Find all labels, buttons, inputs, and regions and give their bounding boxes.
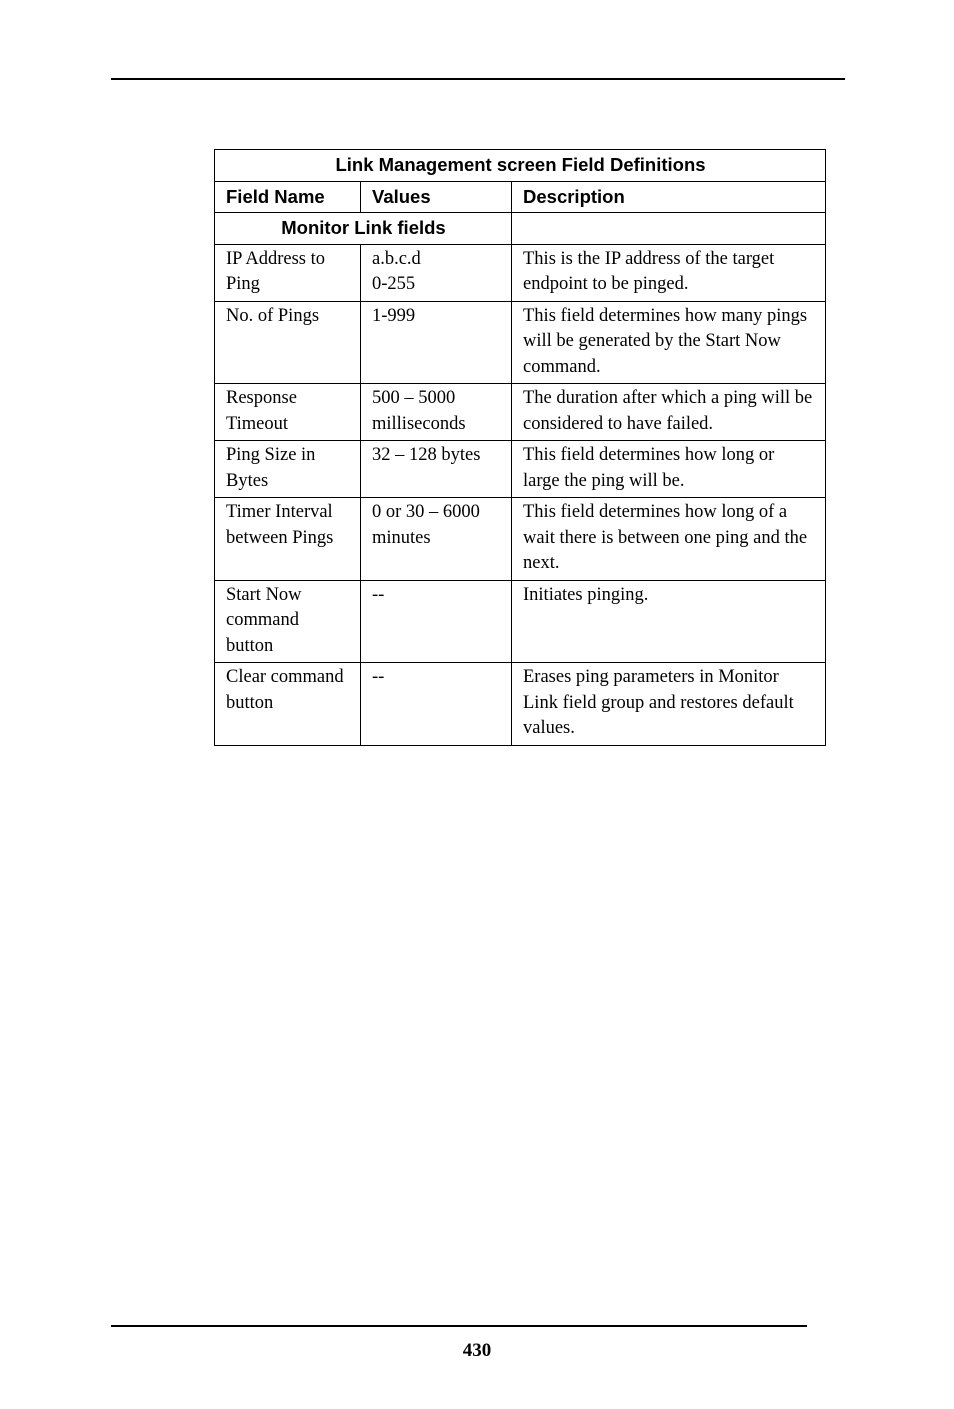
column-header-values: Values xyxy=(361,181,512,213)
description-cell: Initiates pinging. xyxy=(512,580,826,663)
table-row xyxy=(215,498,826,581)
field-name-cell: No. of Pings xyxy=(215,301,361,384)
section-heading: Monitor Link fields xyxy=(215,213,512,245)
values-cell: 500 – 5000 milliseconds xyxy=(361,384,512,441)
footer-rule xyxy=(111,1325,807,1327)
page-number: 430 xyxy=(462,1340,492,1361)
column-header-description: Description xyxy=(512,181,826,213)
values-cell: a.b.c.d 0-255 xyxy=(361,244,512,301)
table-row xyxy=(215,384,826,441)
table-header-row xyxy=(215,181,826,213)
table-title: Link Management screen Field Definitions xyxy=(215,150,826,182)
section-row xyxy=(215,213,826,245)
header-rule xyxy=(111,78,845,80)
values-cell: -- xyxy=(361,663,512,746)
section-empty-cell xyxy=(512,213,826,245)
description-cell: This is the IP address of the target endpoint to be pinged. xyxy=(512,244,826,301)
description-cell: This field determines how long of a wait there is between one ping and the next. xyxy=(512,498,826,581)
table-row xyxy=(215,663,826,746)
table-title-row xyxy=(215,150,826,182)
field-name-cell: Ping Size in Bytes xyxy=(215,441,361,498)
field-name-cell: Clear command button xyxy=(215,663,361,746)
description-cell: This field determines how long or large the ping will be. xyxy=(512,441,826,498)
values-cell: 0 or 30 – 6000 minutes xyxy=(361,498,512,581)
field-name-cell: IP Address to Ping xyxy=(215,244,361,301)
values-cell: -- xyxy=(361,580,512,663)
table-row xyxy=(215,580,826,663)
field-name-cell: Timer Interval between Pings xyxy=(215,498,361,581)
table-row xyxy=(215,301,826,384)
description-cell: The duration after which a ping will be considered to have failed. xyxy=(512,384,826,441)
description-cell: This field determines how many pings will be generated by the Start Now command. xyxy=(512,301,826,384)
table-row xyxy=(215,441,826,498)
table-row xyxy=(215,244,826,301)
field-name-cell: Start Now command button xyxy=(215,580,361,663)
field-name-cell: Response Timeout xyxy=(215,384,361,441)
values-cell: 32 – 128 bytes xyxy=(361,441,512,498)
values-cell: 1-999 xyxy=(361,301,512,384)
field-definitions-table xyxy=(214,149,826,746)
column-header-field-name: Field Name xyxy=(215,181,361,213)
description-cell: Erases ping parameters in Monitor Link field group and restores default values. xyxy=(512,663,826,746)
